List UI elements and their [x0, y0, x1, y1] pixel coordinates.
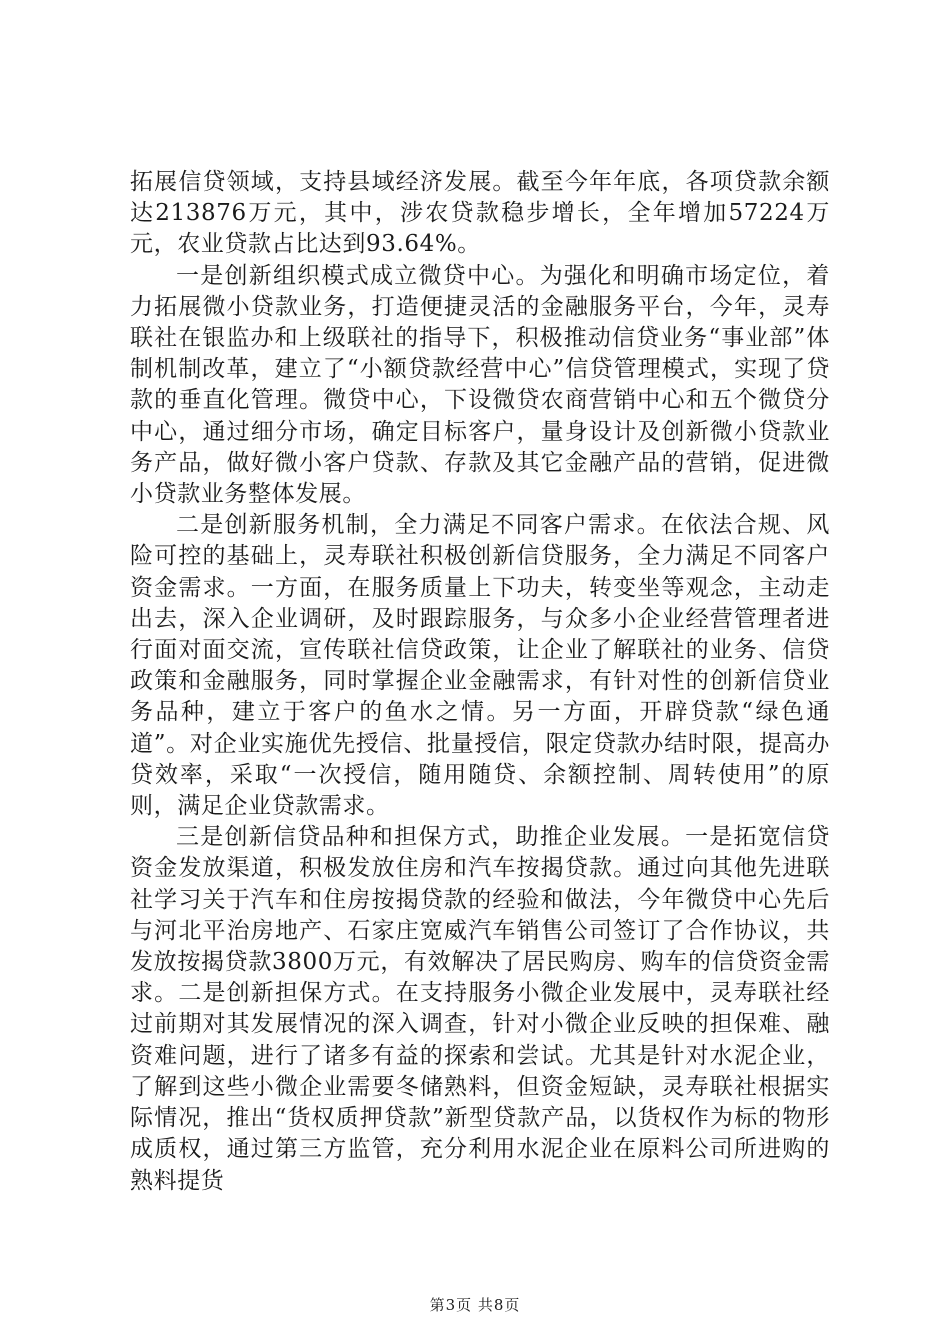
page-number-footer: 第3页 共8页	[429, 1296, 521, 1314]
paragraph-4: 三是创新信贷品种和担保方式，助推企业发展。一是拓宽信贷资金发放渠道，积极发放住房和汽车按揭贷款。通过向其他先进联社学习关于汽车和住房按揭贷款的经验和做法，今年微贷中心先后与河北平治房地产、石家庄宽威汽车销售公司签订了合作协议，共发放按揭贷款3800万元，有效解决了居民购房、购车的信贷资金需求。二是创新担保方式。在支持服务小微企业发展中，灵寿联社经过前期对其发展情况的深入调查，针对小微企业反映的担保难、融资难问题，进行了诸多有益的探索和尝试。尤其是针对水泥企业，了解到这些小微企业需要冬储熟料，但资金短缺，灵寿联社根据实际情况，推出“货权质押贷款”新型贷款产品，以货权作为标的物形成质权，通过第三方监管，充分利用水泥企业在原料公司所进购的熟料提货	[130, 824, 830, 1194]
paragraph-1: 拓展信贷领域，支持县域经济发展。截至今年年底，各项贷款余额达213876万元，其中，涉农贷款稳步增长，全年增加57224万元，农业贷款占比达到93.64%。	[130, 169, 830, 258]
document-body	[130, 167, 830, 1197]
paragraph-2: 一是创新组织模式成立微贷中心。为强化和明确市场定位，着力拓展微小贷款业务，打造便捷灵活的金融服务平台，今年，灵寿联社在银监办和上级联社的指导下，积极推动信贷业务“事业部”体制机制改革，建立了“小额贷款经营中心”信贷管理模式，实现了贷款的垂直化管理。微贷中心，下设微贷农商营销中心和五个微贷分中心，通过细分市场，确定目标客户，量身设计及创新微小贷款业务产品，做好微小客户贷款、存款及其它金融产品的营销，促进微小贷款业务整体发展。	[130, 262, 830, 508]
paragraph-3: 二是创新服务机制，全力满足不同客户需求。在依法合规、风险可控的基础上，灵寿联社积极创新信贷服务，全力满足不同客户资金需求。一方面，在服务质量上下功夫，转变坐等观念，主动走出去，深入企业调研，及时跟踪服务，与众多小企业经营管理者进行面对面交流，宣传联社信贷政策，让企业了解联社的业务、信贷政策和金融服务，同时掌握企业金融需求，有针对性的创新信贷业务品种，建立于客户的鱼水之情。另一方面，开辟贷款“绿色通道”。对企业实施优先授信、批量授信，限定贷款办结时限，提高办贷效率，采取“一次授信，随用随贷、余额控制、周转使用”的原则，满足企业贷款需求。	[130, 512, 830, 820]
